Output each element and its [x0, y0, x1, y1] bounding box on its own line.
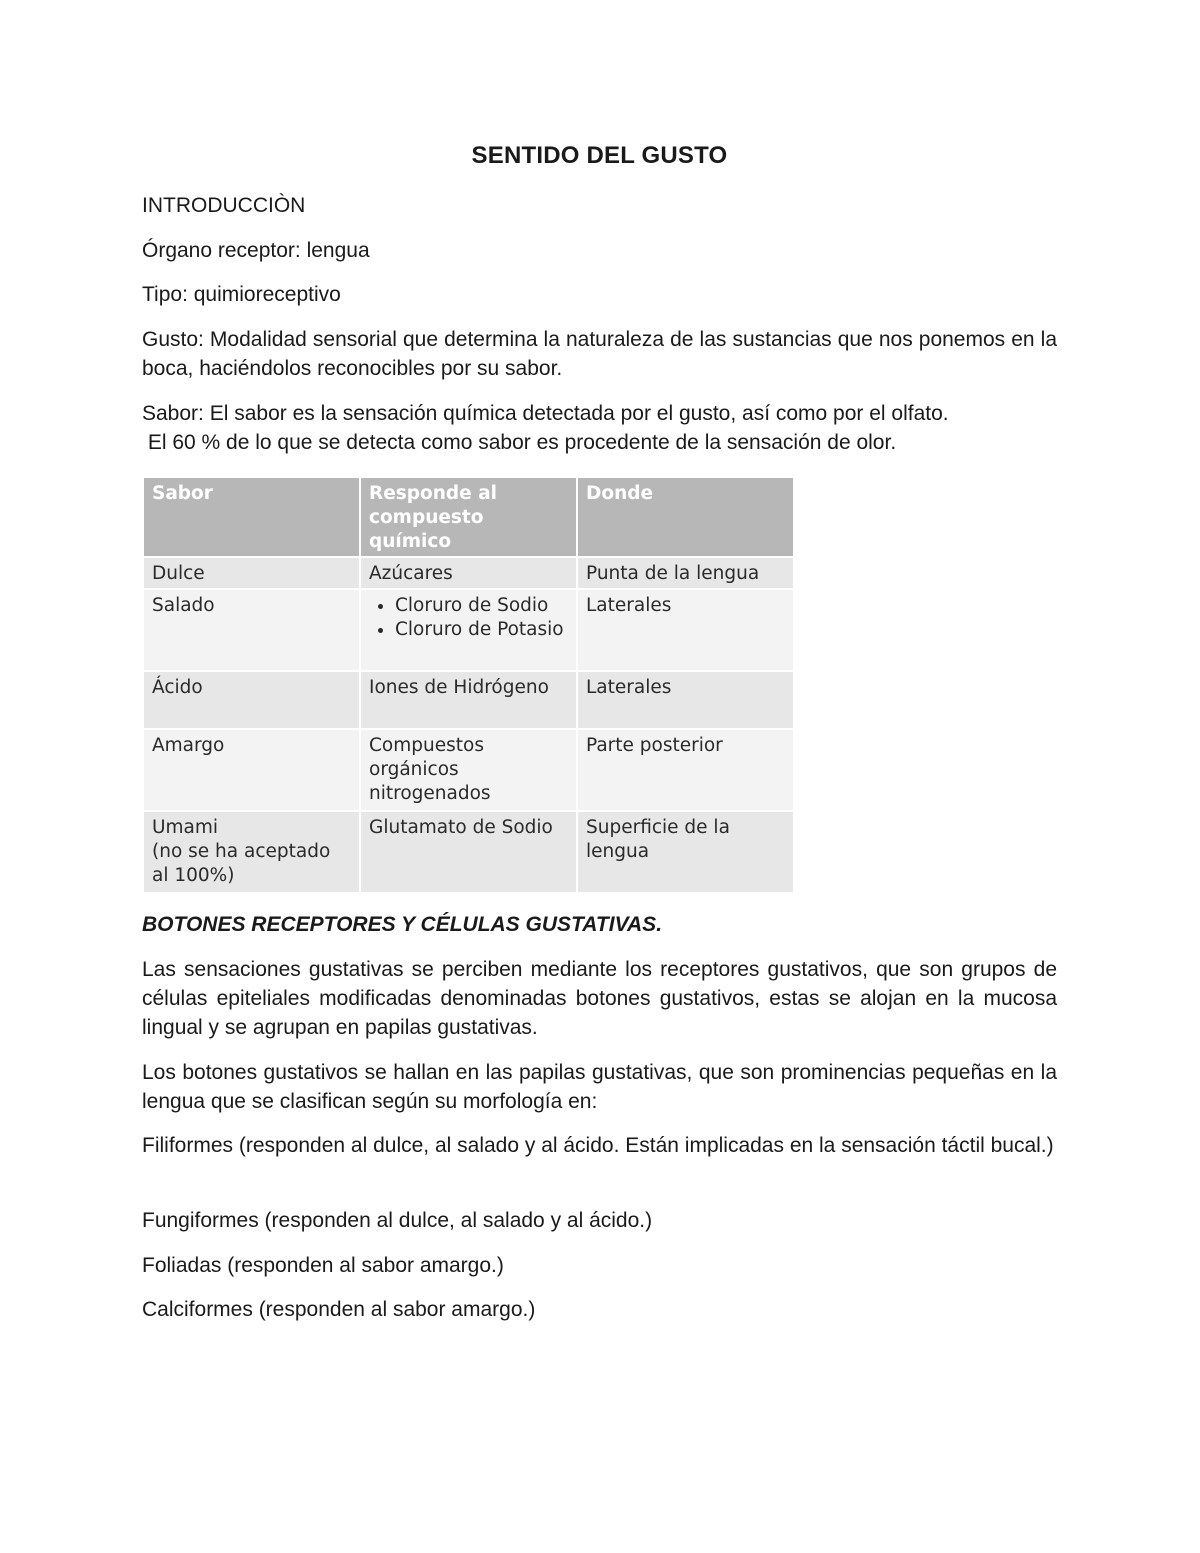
cell-donde: Laterales [577, 671, 794, 729]
cell-compuesto: Azúcares [360, 557, 577, 589]
calciformes-item: Calciformes (responden al sabor amargo.) [142, 1298, 536, 1321]
intro-heading: INTRODUCCIÒN [142, 194, 306, 217]
table-row [143, 589, 794, 671]
table-row [143, 671, 794, 729]
section-heading: BOTONES RECEPTORES Y CÉLULAS GUSTATIVAS. [142, 913, 663, 936]
taste-table [142, 476, 795, 894]
cell-sabor: Dulce [143, 557, 360, 589]
filiformes-item: Filiformes (responden al dulce, al salado y al ácido. Están implicadas en la sensación táctil bucal.) [142, 1134, 1054, 1157]
receptors-paragraph: Las sensaciones gustativas se perciben mediante los receptores gustativos, que son grupos de células epiteliales modificadas denominadas botones gustativos, estas se alojan en la mucosa lingual y se agrupan en papilas gustativas. [142, 958, 1057, 1039]
cell-compuesto: Iones de Hidrógeno [360, 671, 577, 729]
header-compuesto: Responde al compuesto químico [360, 477, 577, 557]
compuesto-list [369, 594, 568, 642]
cell-sabor [143, 811, 360, 893]
cell-compuesto: Glutamato de Sodio [360, 811, 577, 893]
cell-sabor: Amargo [143, 729, 360, 811]
header-sabor: Sabor [143, 477, 360, 557]
header-donde: Donde [577, 477, 794, 557]
table-row [143, 811, 794, 893]
cell-compuesto: Compuestos orgánicos nitrogenados [360, 729, 577, 811]
organ-line: Órgano receptor: lengua [142, 239, 370, 262]
papilas-paragraph: Los botones gustativos se hallan en las papilas gustativas, que son prominencias pequeñas en la lengua que se clasifican según su morfología en: [142, 1061, 1057, 1113]
sabor-note: (no se ha aceptado al 100%) [152, 841, 331, 886]
type-line: Tipo: quimioreceptivo [142, 283, 341, 306]
sabor-name: Umami [152, 817, 219, 838]
cell-donde: Laterales [577, 589, 794, 671]
cell-donde: Punta de la lengua [577, 557, 794, 589]
cell-donde: Parte posterior [577, 729, 794, 811]
cell-compuesto [360, 589, 577, 671]
page-title: SENTIDO DEL GUSTO [471, 142, 728, 169]
table-header-row [143, 477, 794, 557]
cell-sabor: Ácido [143, 671, 360, 729]
foliadas-item: Foliadas (responden al sabor amargo.) [142, 1254, 504, 1277]
list-item: • Cloruro de Sodio [395, 594, 568, 618]
sabor-line-1: Sabor: El sabor es la sensación química detectada por el gusto, así como por el olfato. [142, 402, 949, 425]
table-row [143, 557, 794, 589]
list-item: • Cloruro de Potasio [395, 618, 568, 642]
gusto-paragraph: Gusto: Modalidad sensorial que determina la naturaleza de las sustancias que nos ponemos en la boca, haciéndolos reconocibles por su sabor. [142, 328, 1057, 380]
table-row [143, 729, 794, 811]
cell-donde: Superficie de la lengua [577, 811, 794, 893]
fungiformes-item: Fungiformes (responden al dulce, al salado y al ácido.) [142, 1209, 653, 1232]
cell-sabor: Salado [143, 589, 360, 671]
sabor-line-2: El 60 % de lo que se detecta como sabor es procedente de la sensación de olor. [142, 431, 897, 454]
